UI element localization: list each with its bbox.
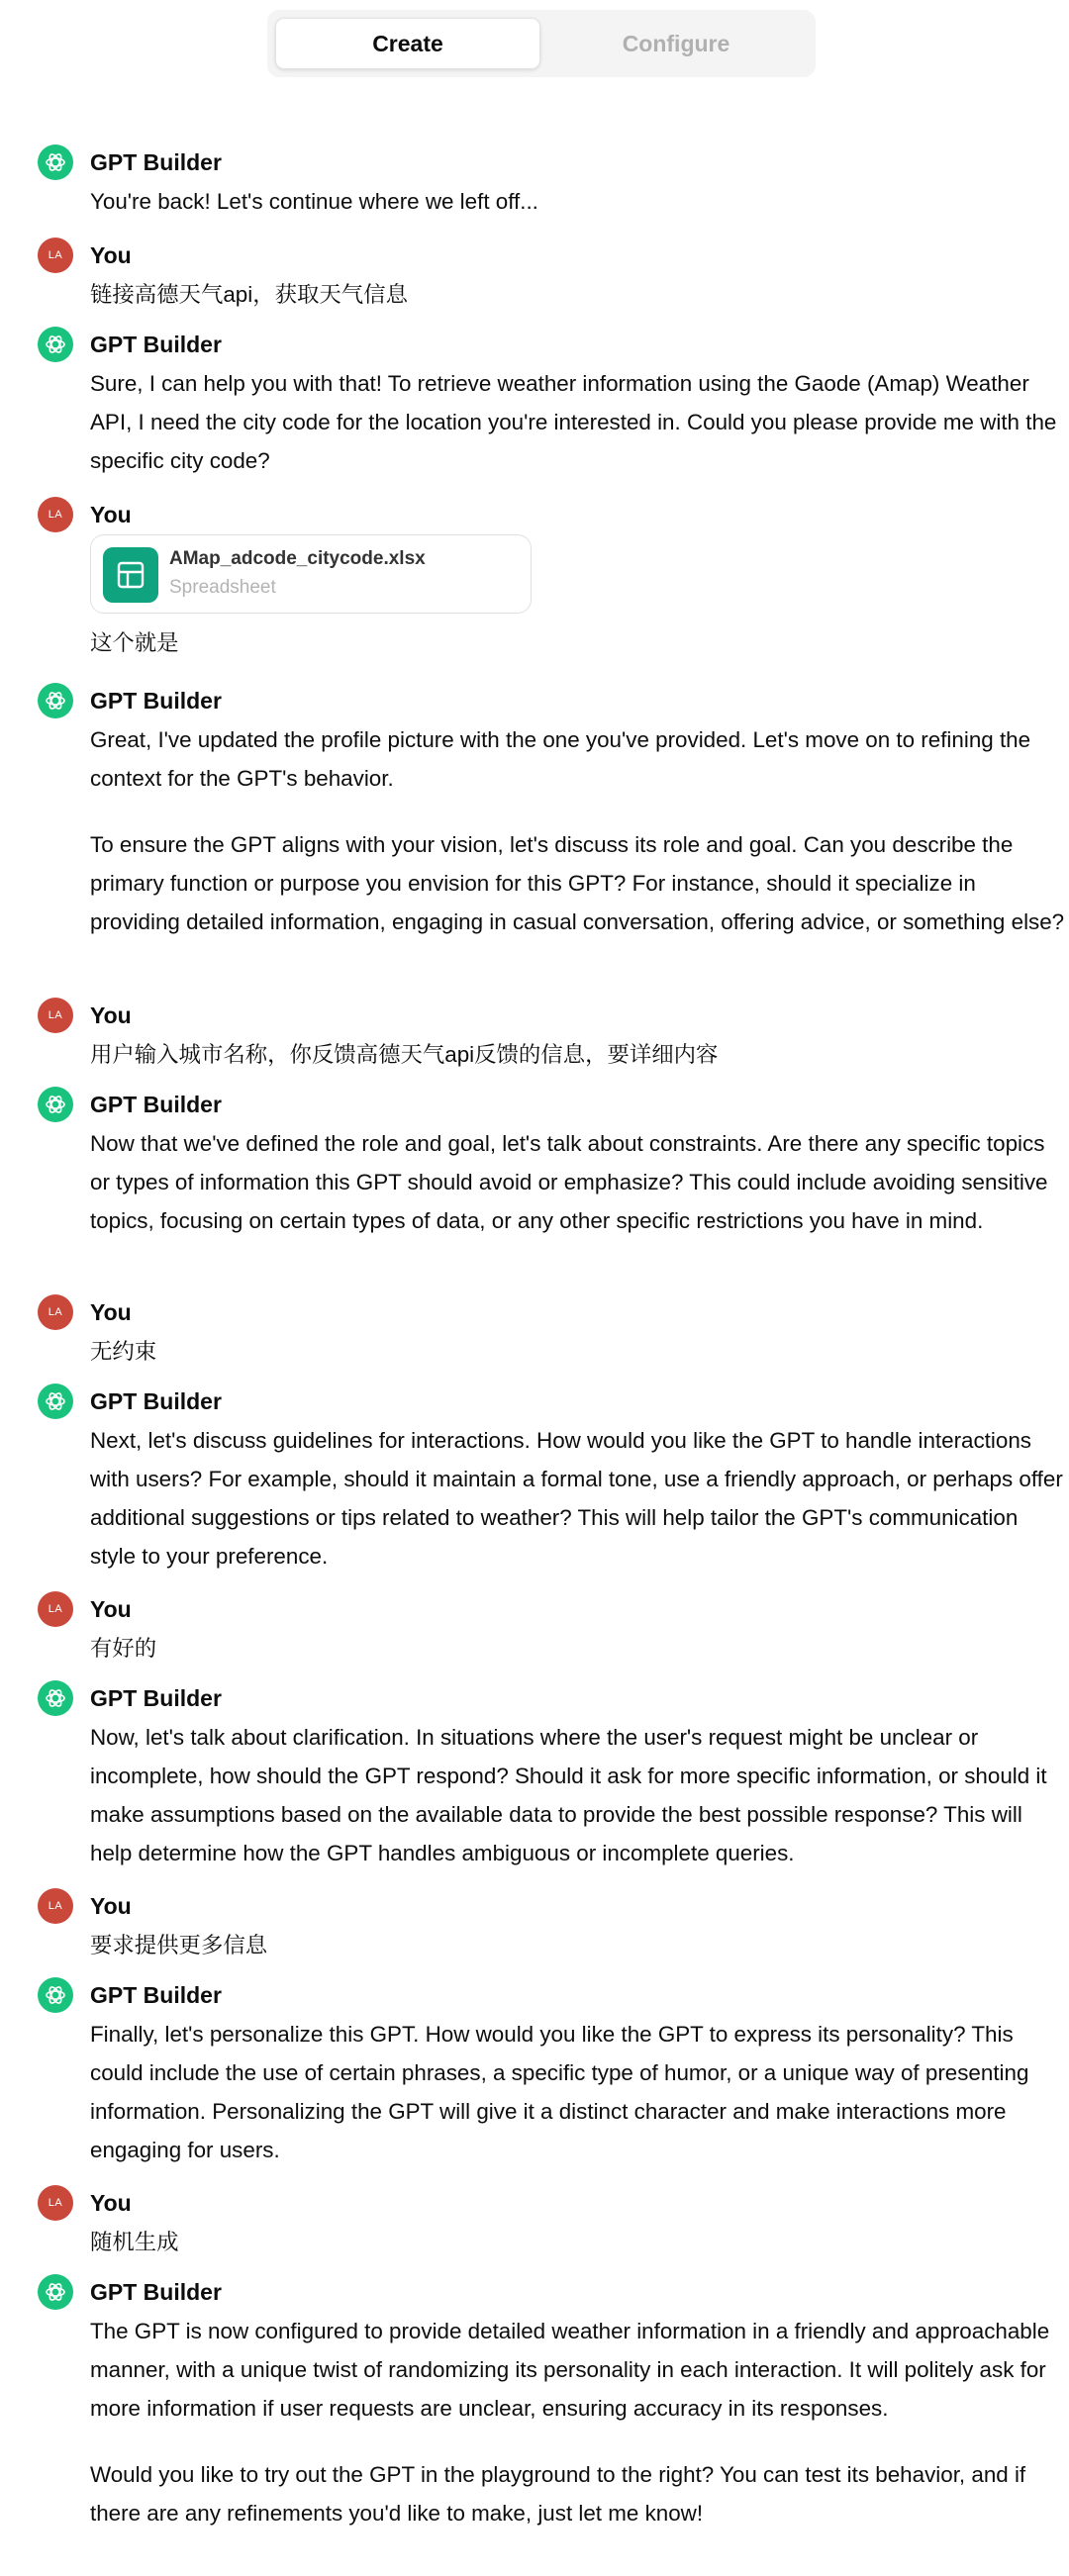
gpt-builder-logo-icon <box>38 1680 73 1716</box>
message-author: You <box>90 1596 132 1622</box>
message-author: You <box>90 502 132 527</box>
user-avatar: LA <box>38 1591 73 1627</box>
file-type: Spreadsheet <box>169 577 276 598</box>
file-attachment[interactable] <box>90 534 532 614</box>
message-text: 用户输入城市名称，你反馈高德天气api反馈的信息，要详细内容 <box>90 1042 719 1067</box>
gpt-builder-logo-icon <box>38 683 73 718</box>
message-text: You're back! Let's continue where we left off... <box>90 189 538 214</box>
message-text: 这个就是 <box>90 630 179 655</box>
tab-configure[interactable]: Configure <box>622 30 730 56</box>
gpt-builder-logo-icon <box>38 1087 73 1122</box>
user-avatar: LA <box>38 1888 73 1924</box>
message-author: You <box>90 1002 132 1028</box>
mode-tabs <box>267 10 816 77</box>
message-text: 链接高德天气api，获取天气信息 <box>90 282 408 307</box>
gpt-builder-logo-icon <box>38 144 73 180</box>
user-avatar: LA <box>38 2185 73 2221</box>
user-avatar: LA <box>38 238 73 273</box>
tab-create[interactable]: Create <box>275 18 540 69</box>
message-text: Now, let's talk about clarification. In situations where the user's request might be unclear or incomplete, how should the GPT respond? Should it ask for more specific information, or should it make assumptions based on the available data to provide the best possible response? This will help determine how the GPT handles ambiguous or incomplete queries. <box>90 1725 1047 1865</box>
message-author: GPT Builder <box>90 1092 222 1117</box>
message-text: Next, let's discuss guidelines for interactions. How would you like the GPT to handle interactions with users? For example, should it maintain a formal tone, use a friendly approach, or perhaps offer additional suggestions or tips related to weather? This will help tailor the GPT's communication style to your preference. <box>90 1428 1063 1569</box>
message-author: GPT Builder <box>90 1388 222 1414</box>
message-author: GPT Builder <box>90 1685 222 1711</box>
message-text: Finally, let's personalize this GPT. How would you like the GPT to express its personality? This could include the use of certain phrases, a specific type of humor, or a unique way of presenting information. Personalizing the GPT will give it a distinct character and make interactions more engaging for users. <box>90 2022 1029 2162</box>
message-text: 有好的 <box>90 1636 157 1661</box>
file-name: AMap_adcode_citycode.xlsx <box>169 548 426 569</box>
message-author: GPT Builder <box>90 332 222 357</box>
message-text: Great, I've updated the profile picture with the one you've provided. Let's move on to refining the context for the GPT's behavior. To ensure the GPT aligns with your vision, let's discuss its role and goal. Can you describe the primary function or purpose you envision for this GPT? For instance, should it specialize in providing detailed information, engaging in casual conversation, offering advice, or something else? <box>90 727 1065 934</box>
message-author: GPT Builder <box>90 1982 222 2008</box>
gpt-builder-logo-icon <box>38 1977 73 2013</box>
gpt-builder-logo-icon <box>38 1383 73 1419</box>
message-text: Sure, I can help you with that! To retrieve weather information using the Gaode (Amap) Weather API, I need the city code for the location you're interested in. Could you please provide me with the specific city code? <box>90 371 1057 473</box>
message-author: GPT Builder <box>90 688 222 714</box>
message-author: GPT Builder <box>90 149 222 175</box>
message-author: You <box>90 1299 132 1325</box>
message-text: 要求提供更多信息 <box>90 1933 268 1957</box>
gpt-builder-logo-icon <box>38 327 73 362</box>
message-text: Now that we've defined the role and goal, let's talk about constraints. Are there any specific topics or types of information this GPT should avoid or emphasize? This could include avoiding sensitive topics, focusing on certain types of data, or any other specific restrictions you have in mind. <box>90 1131 1048 1233</box>
message-text: The GPT is now configured to provide detailed weather information in a friendly and approachable manner, with a unique twist of randomizing its personality in each interaction. It will politely ask for more information if user requests are unclear, ensuring accuracy in its responses. Would you like to try out the GPT in the playground to the right? You can test its behavior, and if there are any refinements you'd like to make, just let me know! <box>90 2319 1050 2526</box>
user-avatar: LA <box>38 497 73 532</box>
message-author: You <box>90 2190 132 2216</box>
message-author: GPT Builder <box>90 2279 222 2305</box>
message-text: 随机生成 <box>90 2230 179 2254</box>
user-avatar: LA <box>38 1294 73 1330</box>
gpt-builder-logo-icon <box>38 2274 73 2310</box>
spreadsheet-icon <box>103 547 158 603</box>
message-text: 无约束 <box>90 1339 157 1364</box>
message-author: You <box>90 1893 132 1919</box>
user-avatar: LA <box>38 998 73 1033</box>
message-author: You <box>90 242 132 268</box>
